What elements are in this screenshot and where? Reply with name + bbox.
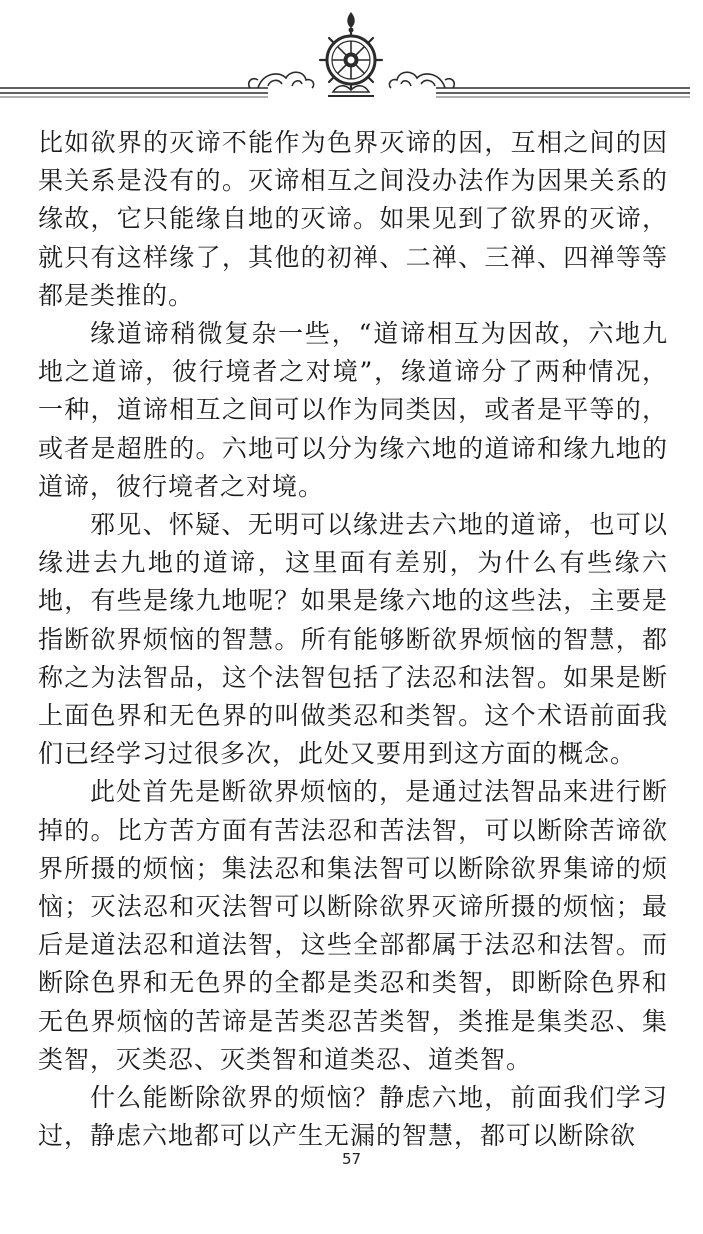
page-number: 57 xyxy=(341,1150,362,1168)
paragraph: 缘道谛稍微复杂一些，“道谛相互为因故，六地九地之道谛，彼行境者之对境”，缘道谛分了两种情况，一种，道谛相互之间可以作为同类因，或者是平等的，或者是超胜的。六地可以分为缘六地的道谛和缘九地的道谛，彼行境者之对境。 xyxy=(38,319,668,501)
cloud-left-icon xyxy=(249,72,314,88)
cloud-right-icon xyxy=(389,72,454,88)
paragraph: 比如欲界的灭谛不能作为色界灭谛的因，互相之间的因果关系是没有的。灭谛相互之间没办法作为因果关系的缘故，它只能缘自地的灭谛。如果见到了欲界的灭谛，就只有这样缘了，其他的初禅、二禅、三禅、四禅等等都是类推的。 xyxy=(38,128,668,310)
header-ornament xyxy=(0,0,703,110)
paragraph: 什么能断除欲界的烦恼？静虑六地，前面我们学习过，静虑六地都可以产生无漏的智慧，都可以断除欲 xyxy=(38,1083,668,1151)
body-text xyxy=(38,124,668,1155)
paragraph: 此处首先是断欲界烦恼的，是通过法智品来进行断掉的。比方苦方面有苦法忍和苦法智，可以断除苦谛欲界所摄的烦恼；集法忍和集法智可以断除欲界集谛的烦恼；灭法忍和灭法智可以断除欲界灭谛所摄的烦恼；最后是道法忍和道法智，这些全部都属于法忍和法智。而断除色界和无色界的全都是类忍和类智，即断除色界和无色界烦恼的苦谛是苦类忍苦类智，类推是集类忍、集类智，灭类忍、灭类智和道类忍、道类智。 xyxy=(38,777,668,1074)
dharma-wheel-icon xyxy=(320,12,382,96)
page-header xyxy=(0,0,703,110)
paragraph: 邪见、怀疑、无明可以缘进去六地的道谛，也可以缘进去九地的道谛，这里面有差别，为什么有些缘六地，有些是缘九地呢？如果是缘六地的这些法，主要是指断欲界烦恼的智慧。所有能够断欲界烦恼的智慧，都称之为法智品，这个法智包括了法忍和法智。如果是断上面色界和无色界的叫做类忍和类智。这个术语前面我们已经学习过很多次，此处又要用到这方面的概念。 xyxy=(38,510,668,769)
